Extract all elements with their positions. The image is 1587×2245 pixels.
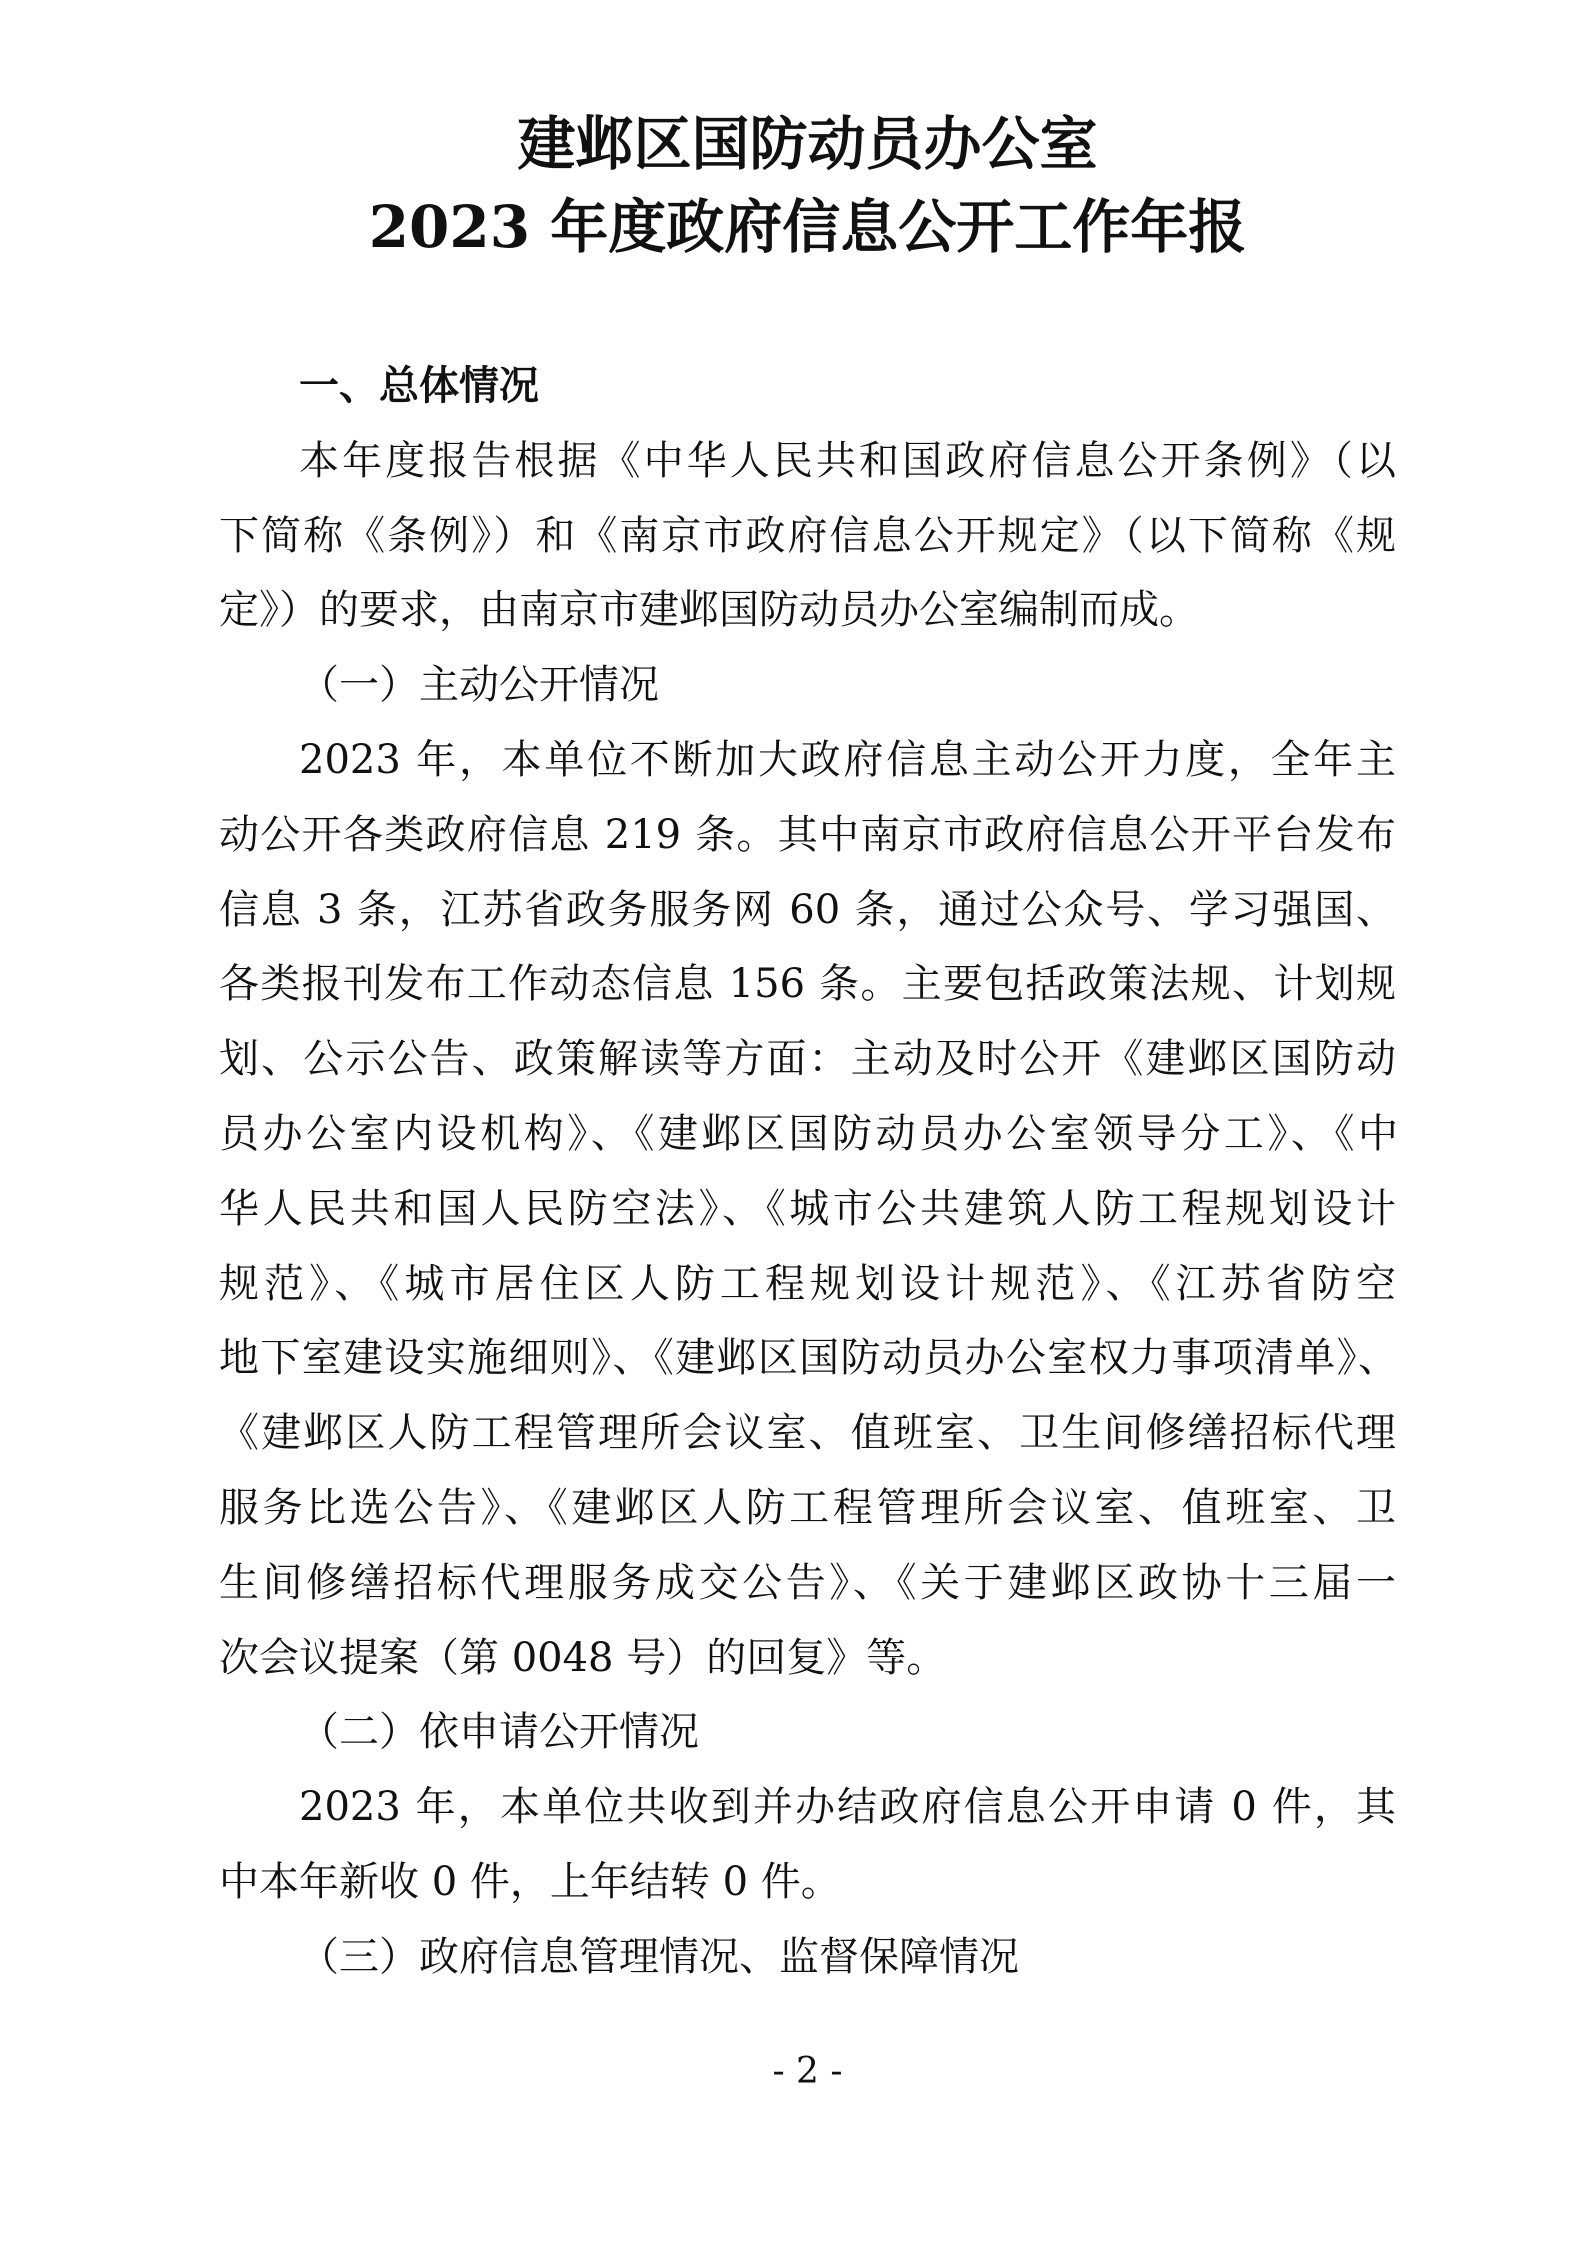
paragraph-line: 服务比选公告》、《建邺区人防工程管理所会议室、值班室、卫: [219, 1484, 1396, 1531]
paragraph-line: 下简称《条例》）和《南京市政府信息公开规定》（以下简称《规: [219, 512, 1396, 559]
page-number: - 2 -: [772, 2051, 843, 2092]
paragraph-line: 《建邺区人防工程管理所会议室、值班室、卫生间修缮招标代理: [219, 1410, 1396, 1457]
paragraph-line: 地下室建设实施细则》、《建邺区国防动员办公室权力事项清单》、: [219, 1335, 1396, 1382]
paragraph-line: 规范》、《城市居住区人防工程规划设计规范》、《江苏省防空: [219, 1260, 1396, 1307]
paragraph-line: 生间修缮招标代理服务成交公告》、《关于建邺区政协十三届一: [219, 1559, 1396, 1606]
paragraph-line: 2023 年，本单位不断加大政府信息主动公开力度，全年主: [299, 736, 1396, 783]
document-title-line-2: 2023 年度政府信息公开工作年报: [368, 193, 1247, 261]
paragraph-line: 中本年新收 0 件，上年结转 0 件。: [219, 1858, 841, 1905]
subsection-heading: （三）政府信息管理情况、监督保障情况: [299, 1933, 1019, 1980]
paragraph-line: 次会议提案（第 0048 号）的回复》等。: [219, 1634, 947, 1681]
paragraph-line: 2023 年，本单位共收到并办结政府信息公开申请 0 件，其: [299, 1784, 1396, 1831]
subsection-heading: （一）主动公开情况: [299, 662, 659, 709]
document-title-line-1: 建邺区国防动员办公室: [517, 110, 1098, 178]
paragraph-line: 动公开各类政府信息 219 条。其中南京市政府信息公开平台发布: [219, 811, 1396, 858]
section-heading: 一、总体情况: [299, 363, 539, 409]
subsection-heading: （二）依申请公开情况: [299, 1709, 699, 1756]
document-body: [219, 349, 1396, 1995]
paragraph-line: 本年度报告根据《中华人民共和国政府信息公开条例》（以: [299, 437, 1396, 484]
paragraph-line: 定》）的要求，由南京市建邺国防动员办公室编制而成。: [219, 587, 1199, 634]
paragraph-line: 员办公室内设机构》、《建邺区国防动员办公室领导分工》、《中: [219, 1110, 1396, 1157]
paragraph-line: 划、公示公告、政策解读等方面：主动及时公开《建邺区国防动: [219, 1036, 1396, 1083]
paragraph-line: 信息 3 条，江苏省政务服务网 60 条，通过公众号、学习强国、: [219, 886, 1396, 933]
paragraph-line: 华人民共和国人民防空法》、《城市公共建筑人防工程规划设计: [219, 1185, 1396, 1232]
paragraph-line: 各类报刊发布工作动态信息 156 条。主要包括政策法规、计划规: [219, 961, 1396, 1008]
